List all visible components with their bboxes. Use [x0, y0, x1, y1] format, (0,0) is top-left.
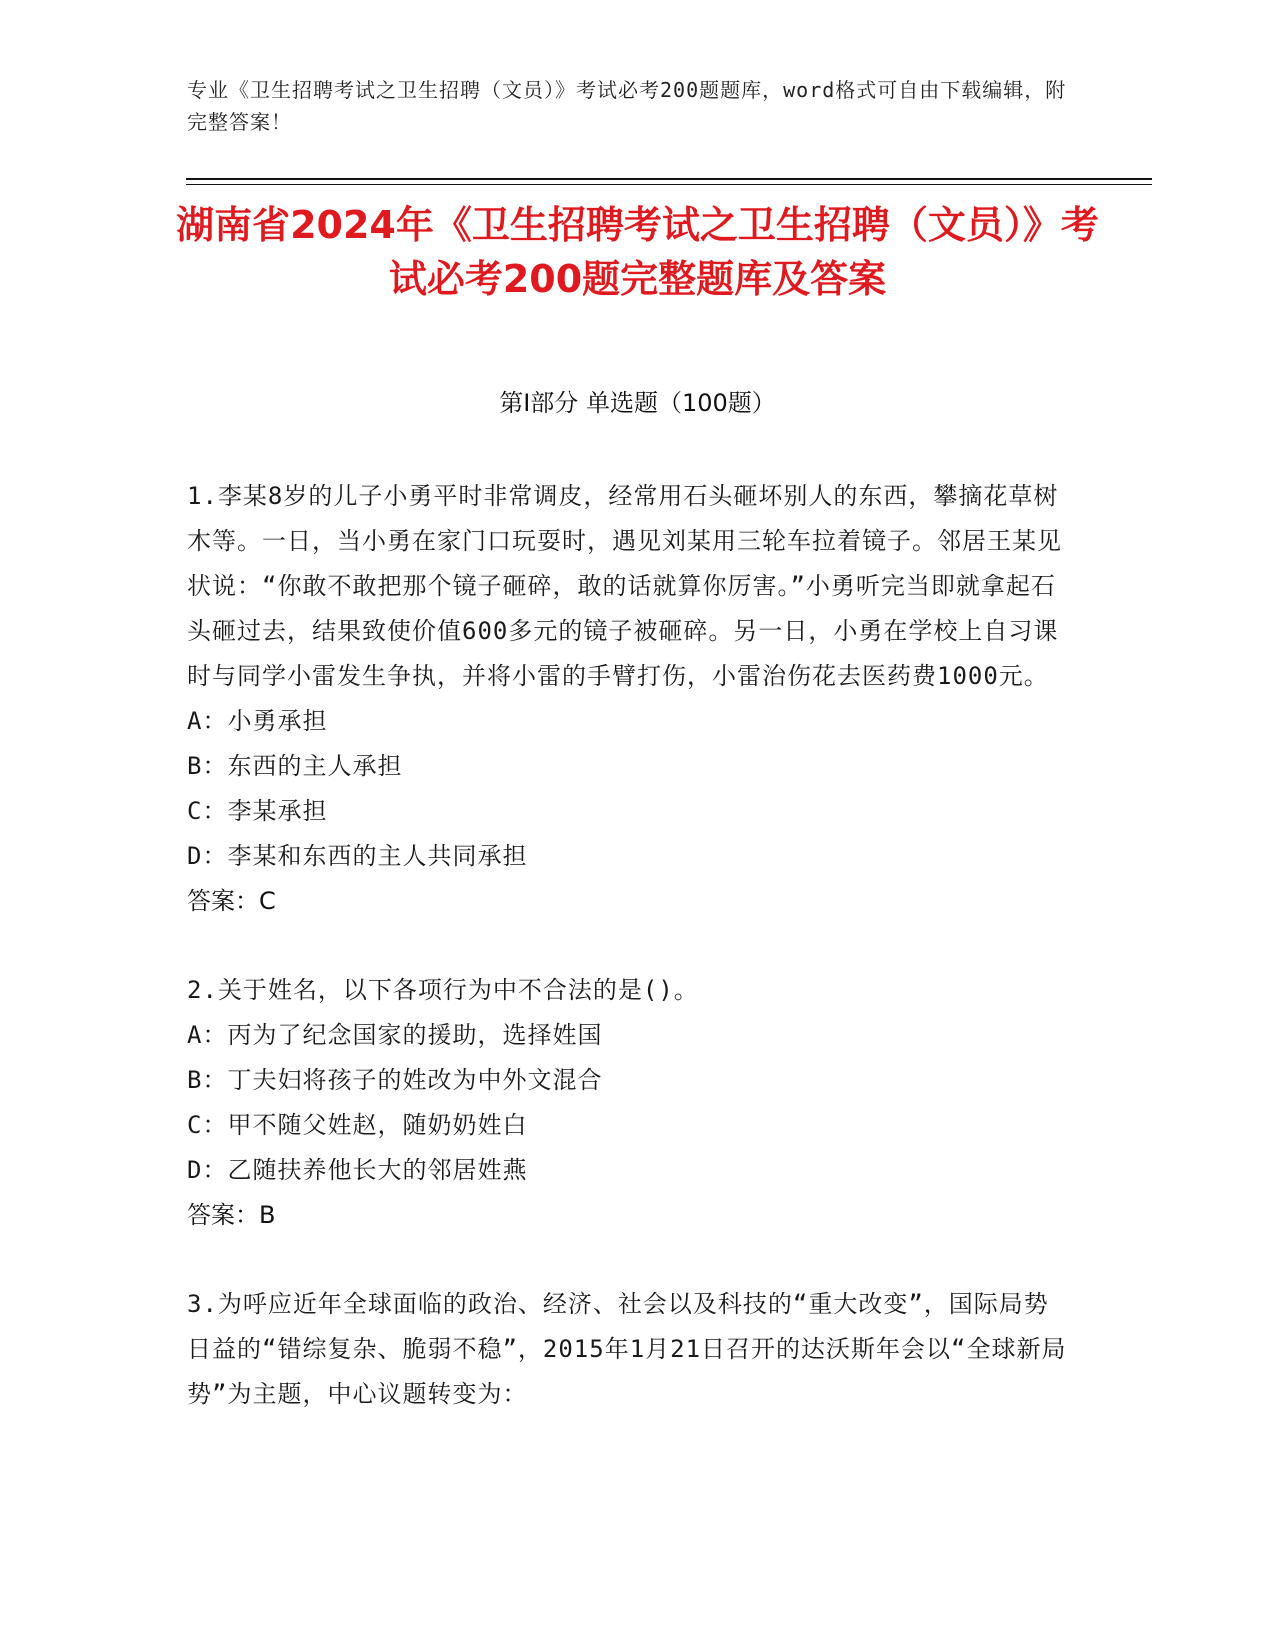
option-d: D：李某和东西的主人共同承担: [187, 842, 528, 870]
header-note: 专业《卫生招聘考试之卫生招聘（文员）》考试必考200题题库，word格式可自由下载编辑，附完整答案！: [187, 78, 1067, 134]
document-title: 湖南省2024年《卫生招聘考试之卫生招聘（文员）》考试必考200题完整题库及答案: [176, 203, 1099, 301]
header-divider-thick: [186, 178, 1152, 180]
option-d: D：乙随扶养他长大的邻居姓燕: [187, 1156, 528, 1184]
question-list: [187, 474, 1067, 1461]
question-stem: 2.关于姓名，以下各项行为中不合法的是()。: [187, 976, 699, 1004]
question-stem: 1.李某8岁的儿子小勇平时非常调皮，经常用石头砸坏别人的东西，攀摘花草树木等。一日，当小勇在家门口玩耍时，遇见刘某用三轮车拉着镜子。邻居王某见状说：“你敢不敢把那个镜子砸碎，敢的话就算你厉害。”小勇听完当即就拿起石头砸过去，结果致使价值600多元的镜子被砸碎。另一日，小勇在学校上自习课时与同学小雷发生争执，并将小雷的手臂打伤，小雷治伤花去医药费1000元。: [187, 482, 1062, 690]
option-b: B：丁夫妇将孩子的姓改为中外文混合: [187, 1066, 603, 1094]
question-stem: 3.为呼应近年全球面临的政治、经济、社会以及科技的“重大改变”，国际局势日益的“错综复杂、脆弱不稳”，2015年1月21日召开的达沃斯年会以“全球新局势”为主题，中心议题转变为：: [187, 1290, 1067, 1408]
answer-text: 答案：B: [187, 1201, 276, 1229]
option-c: C：甲不随父姓赵，随奶奶姓白: [187, 1111, 528, 1139]
question-3: [187, 1282, 1067, 1417]
option-b: B：东西的主人承担: [187, 752, 403, 780]
header-divider-thin: [186, 184, 1152, 185]
answer-text: 答案：C: [187, 887, 276, 915]
section-title: 第Ⅰ部分 单选题（100题）: [499, 389, 776, 417]
option-a: A：小勇承担: [187, 707, 328, 735]
option-a: A：丙为了纪念国家的援助，选择姓国: [187, 1021, 603, 1049]
question-2: [187, 968, 1067, 1238]
option-c: C：李某承担: [187, 797, 328, 825]
question-1: [187, 474, 1067, 924]
